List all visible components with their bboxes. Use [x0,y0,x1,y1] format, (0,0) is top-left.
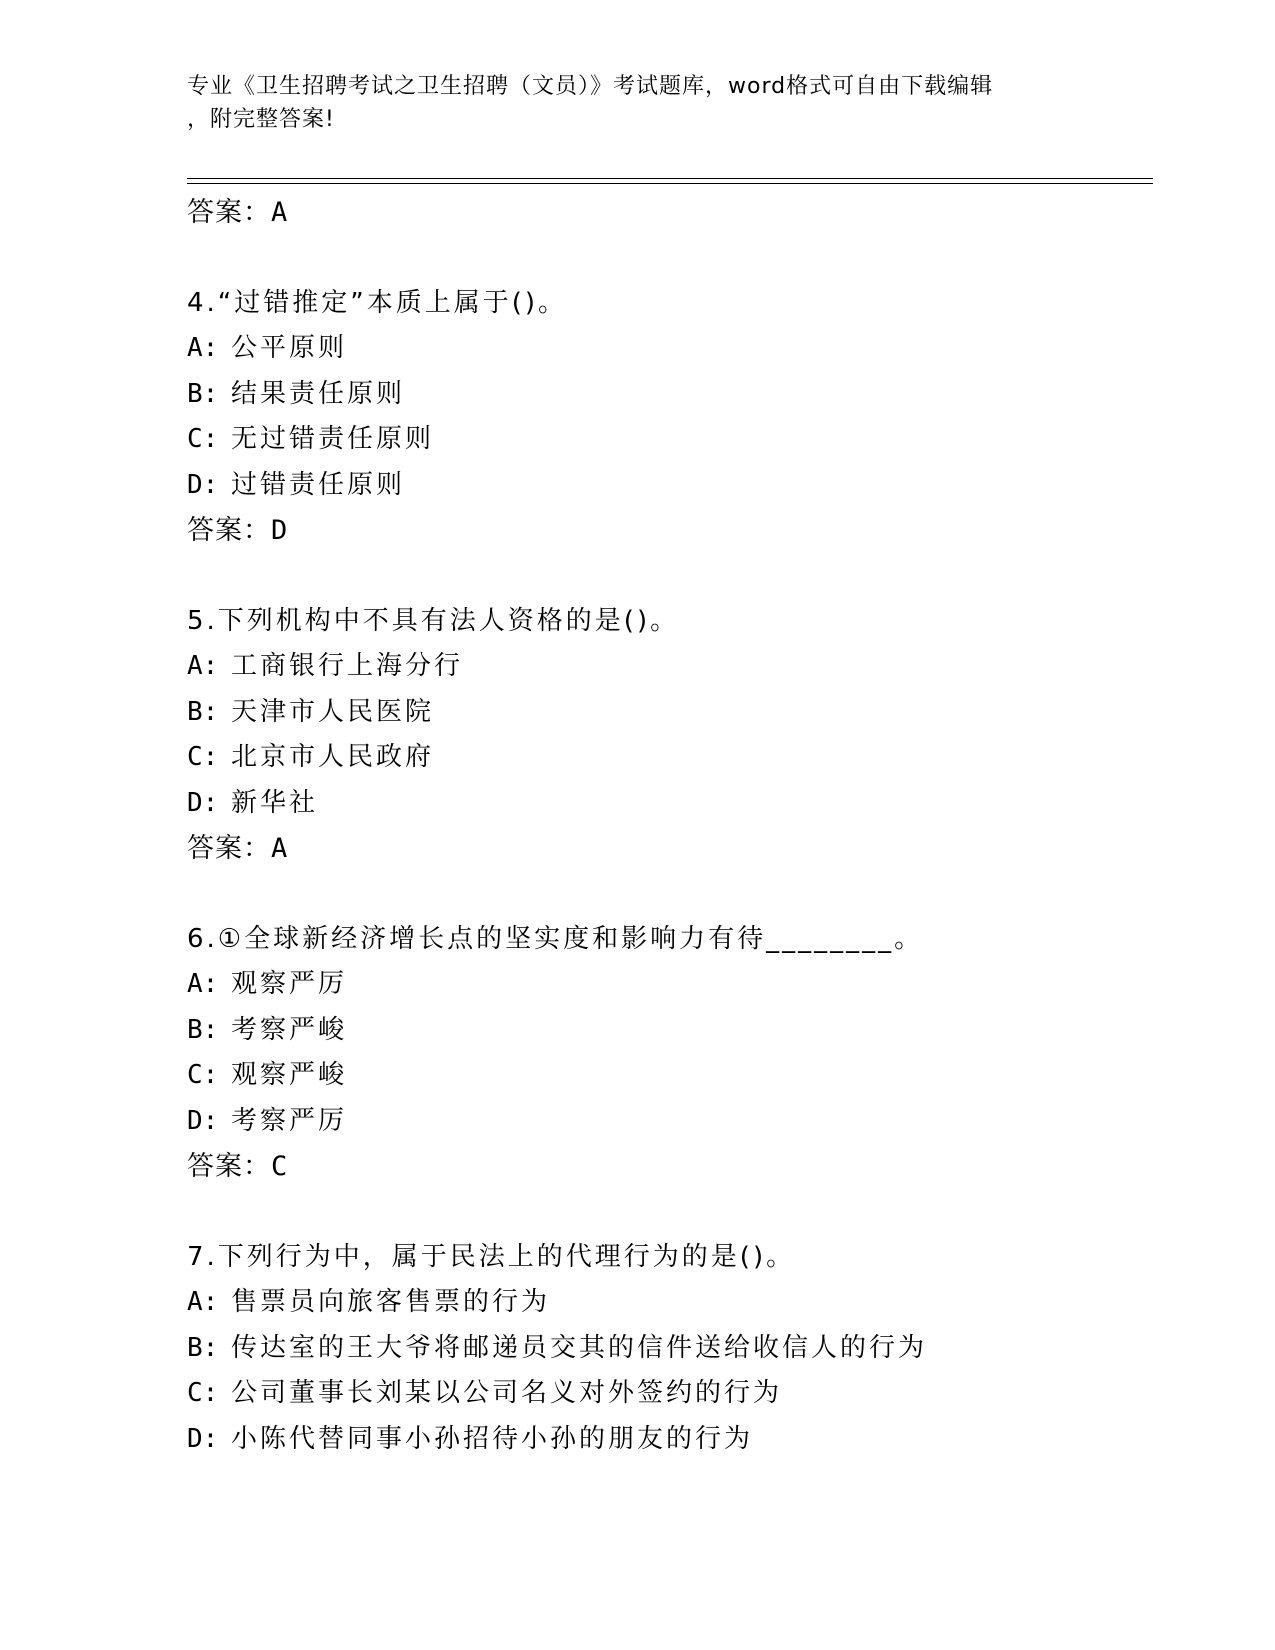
option-key: A: [187,333,219,363]
option-text: 过错责任原则 [231,469,406,500]
option-key: B: [187,1014,219,1045]
option-text: 工商银行上海分行 [231,651,464,681]
option-text: 公平原则 [231,333,348,363]
header-rule-top [187,178,1153,179]
option-a [187,644,1147,690]
option-b [187,372,1147,418]
option-key: D: [187,1105,219,1136]
question-stem: 6.①全球新经济增长点的坚实度和影响力有待________。 [187,924,924,954]
question-stem: 4.“过错推定”本质上属于()。 [187,288,568,318]
option-d [187,463,1147,509]
option-key: D: [187,787,219,818]
option-key: A: [187,969,219,999]
question-list [187,190,1147,1462]
option-text: 观察严厉 [231,969,348,999]
option-c [187,735,1147,781]
header-rule-bottom [187,183,1153,184]
option-a [187,326,1147,372]
document-header [187,70,1067,136]
option-text: 公司董事长刘某以公司名义对外签约的行为 [231,1378,783,1408]
option-d [187,781,1147,827]
option-key: D: [187,1423,219,1454]
option-b [187,1008,1147,1054]
option-text: 结果责任原则 [231,378,406,409]
header-line-1: 专业《卫生招聘考试之卫生招聘（文员）》考试题库，word格式可自由下载编辑 [187,74,994,99]
option-c [187,1053,1147,1099]
option-key: C: [187,424,219,454]
option-text: 传达室的王大爷将邮递员交其的信件送给收信人的行为 [231,1332,928,1363]
option-key: D: [187,469,219,500]
question-6 [187,917,1147,1189]
option-key: C: [187,742,219,772]
header-line-2: ，附完整答案! [187,107,335,132]
option-text: 考察严峻 [231,1014,348,1045]
option-key: B: [187,696,219,727]
option-text: 新华社 [231,787,319,818]
question-stem: 5.下列机构中不具有法人资格的是()。 [187,606,680,636]
option-key: A: [187,1287,219,1317]
option-a [187,962,1147,1008]
option-text: 小陈代替同事小孙招待小孙的朋友的行为 [231,1423,754,1454]
question-4 [187,281,1147,553]
option-a [187,1280,1147,1326]
option-text: 观察严峻 [231,1060,348,1090]
option-d [187,1099,1147,1145]
answer-previous: 答案：A [187,197,289,228]
option-d [187,1417,1147,1463]
question-7 [187,1235,1147,1462]
option-b [187,690,1147,736]
option-c [187,1371,1147,1417]
question-5 [187,599,1147,871]
option-text: 无过错责任原则 [231,424,435,454]
question-stem: 7.下列行为中，属于民法上的代理行为的是()。 [187,1242,796,1272]
option-text: 天津市人民医院 [231,696,435,727]
option-text: 考察严厉 [231,1105,348,1136]
option-key: B: [187,378,219,409]
option-b [187,1326,1147,1372]
option-key: A: [187,651,219,681]
option-c [187,417,1147,463]
answer: 答案：D [187,515,289,546]
option-text: 北京市人民政府 [231,742,435,772]
option-key: C: [187,1060,219,1090]
option-text: 售票员向旅客售票的行为 [231,1287,551,1317]
option-key: B: [187,1332,219,1363]
answer: 答案：A [187,833,289,864]
option-key: C: [187,1378,219,1408]
answer: 答案：C [187,1151,289,1182]
